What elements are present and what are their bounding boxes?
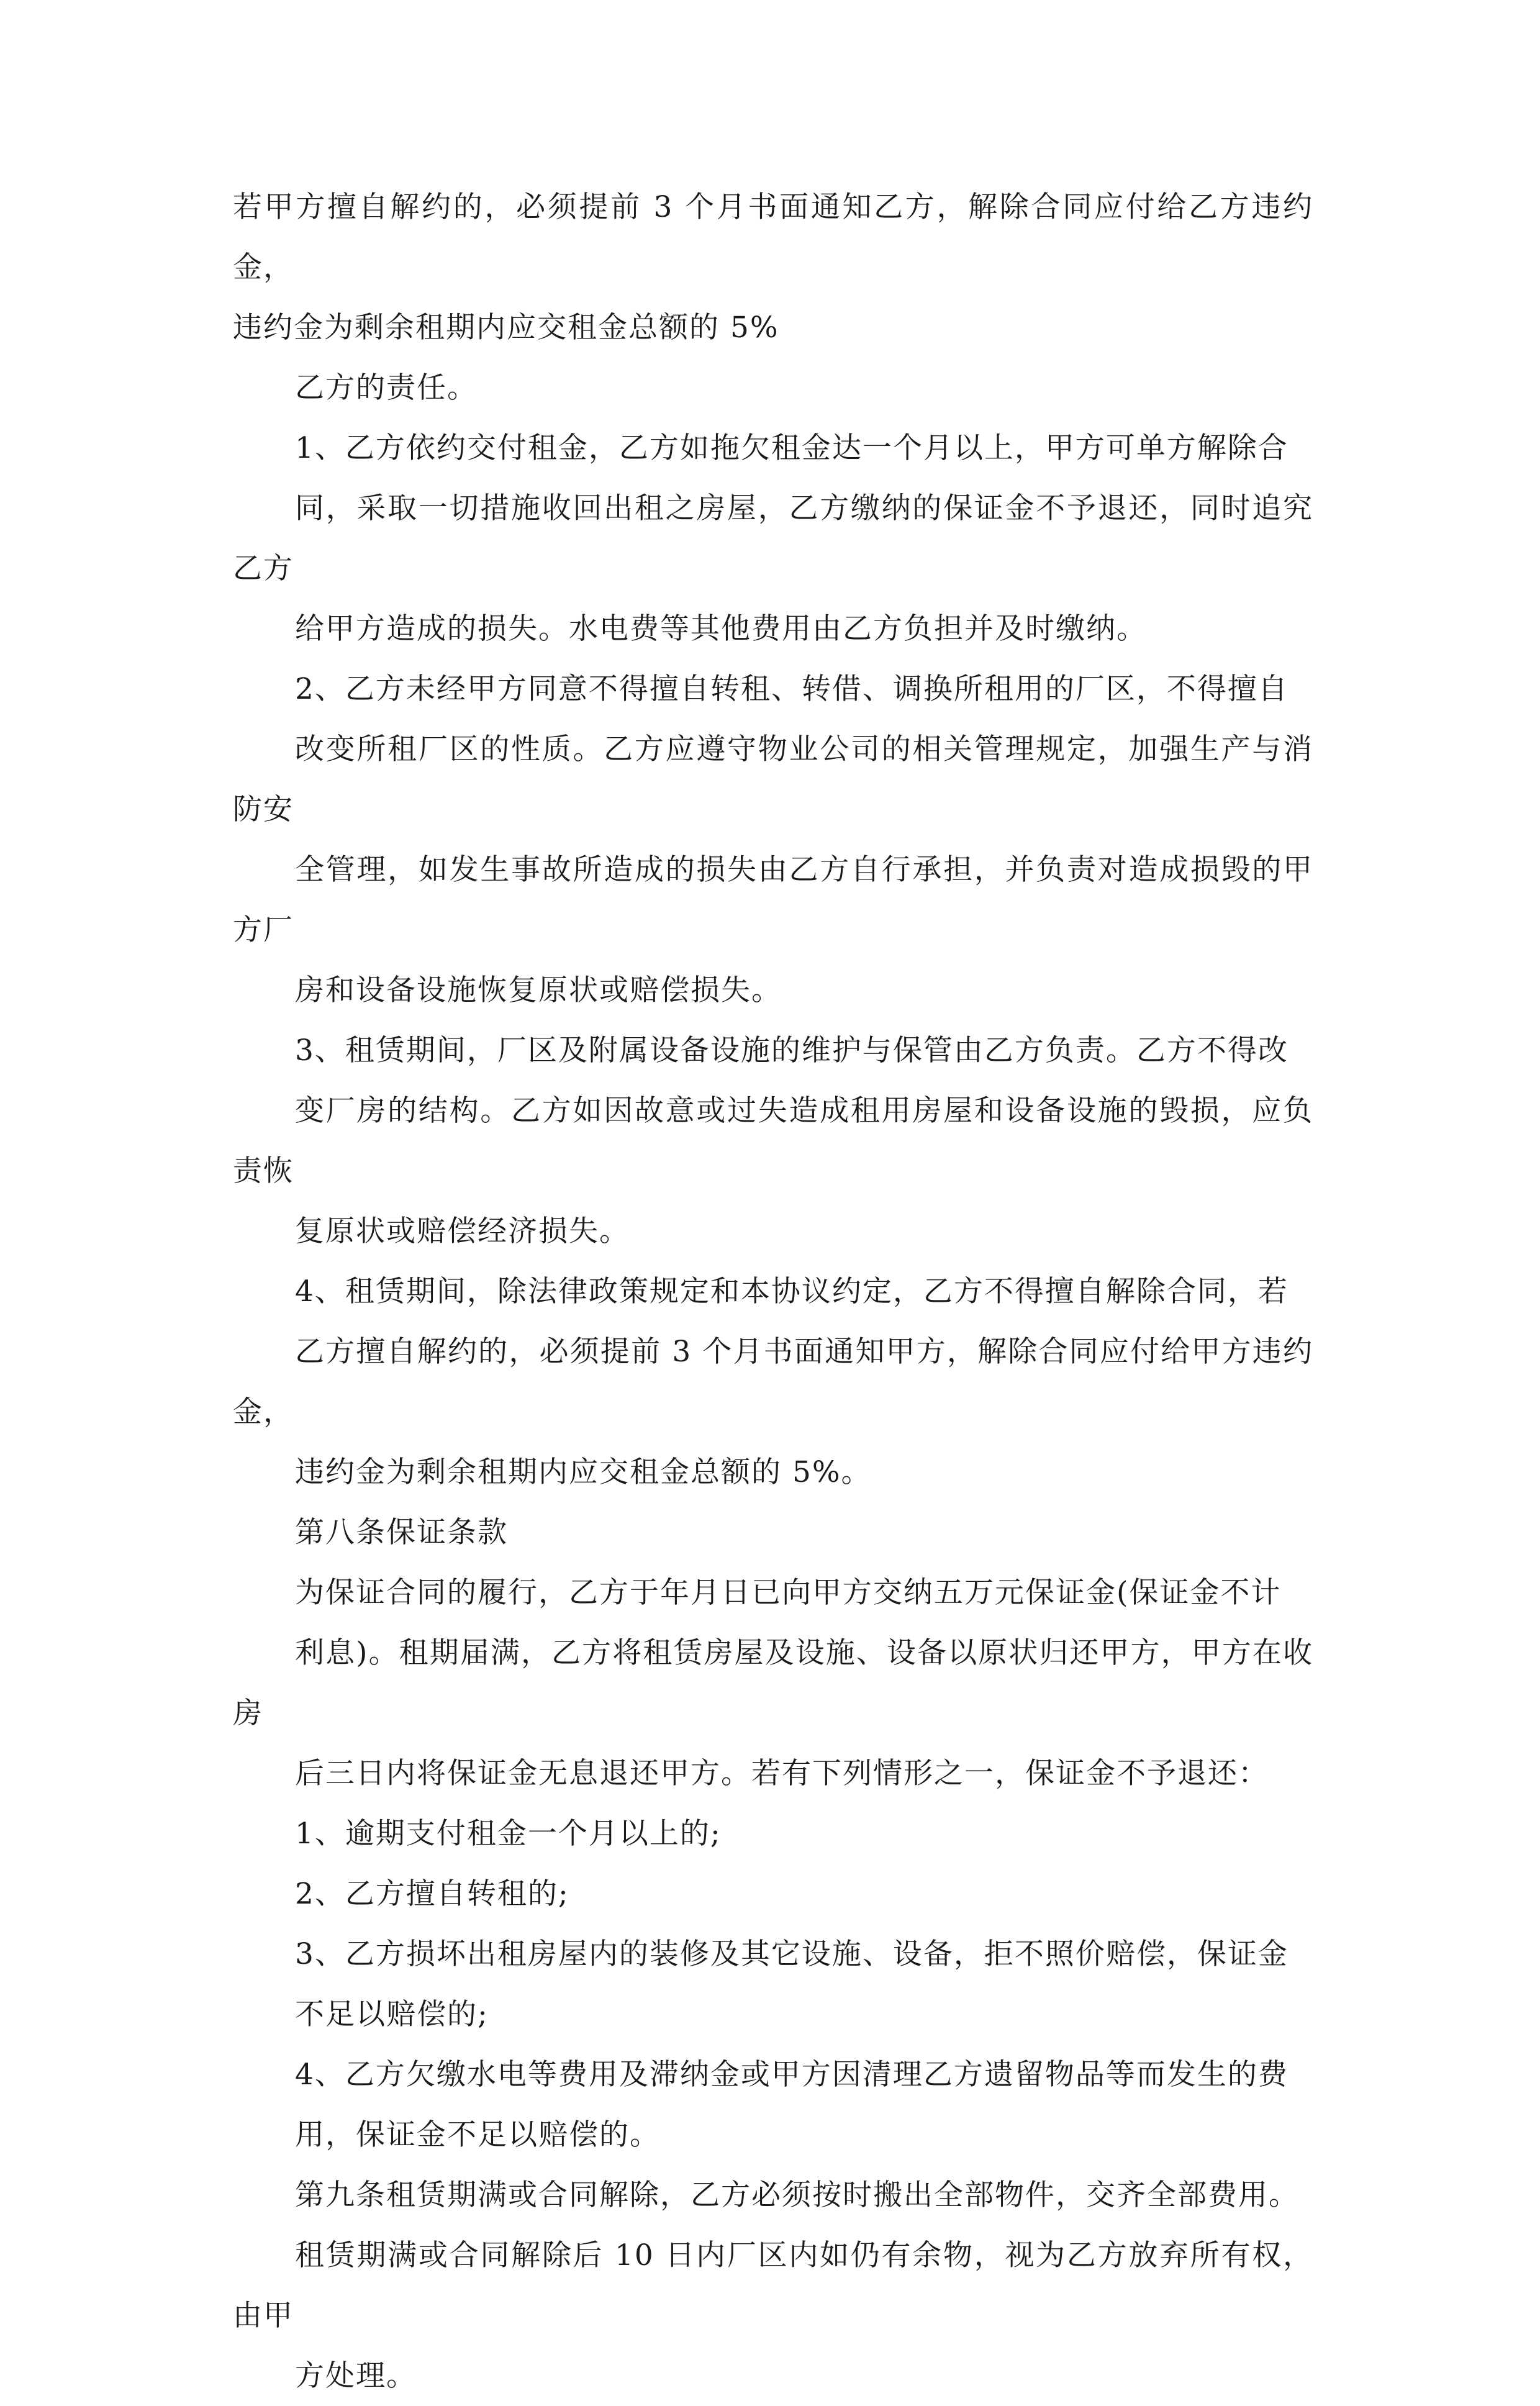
text-line: 1、逾期支付租金一个月以上的; (295, 1817, 722, 1851)
text-line: 同，采取一切措施收回出租之房屋，乙方缴纳的保证金不予退还，同时追究乙方 (233, 491, 1313, 586)
paragraph-party-b-item-1 (233, 418, 1313, 659)
text-line: 租赁期满或合同解除后 10 日内厂区内如仍有余物，视为乙方放弃所有权，由甲 (233, 2238, 1313, 2333)
paragraph-deposit-item-2 (233, 1864, 1313, 1924)
text-line: 复原状或赔偿经济损失。 (295, 1214, 630, 1248)
text-line: 乙方的责任。 (295, 371, 478, 405)
document-body (233, 177, 1313, 2406)
text-line: 用，保证金不足以赔偿的。 (295, 2118, 660, 2152)
text-line: 全管理，如发生事故所造成的损失由乙方自行承担，并负责对造成损毁的甲方厂 (233, 853, 1313, 947)
text-line: 第九条租赁期满或合同解除，乙方必须按时搬出全部物件，交齐全部费用。 (295, 2178, 1299, 2212)
text-line: 乙方擅自解约的，必须提前 3 个月书面通知甲方，解除合同应付给甲方违约金， (233, 1335, 1313, 1429)
text-line: 改变所租厂区的性质。乙方应遵守物业公司的相关管理规定，加强生产与消防安 (233, 732, 1313, 827)
paragraph-deposit-item-3 (233, 1924, 1313, 2045)
text-line: 第八条保证条款 (295, 1515, 508, 1550)
paragraph-deposit-item-4 (233, 2045, 1313, 2165)
text-line: 后三日内将保证金无息退还甲方。若有下列情形之一，保证金不予退还： (295, 1756, 1269, 1791)
text-line: 2、乙方擅自转租的; (295, 1877, 569, 1911)
paragraph-deposit-item-1 (233, 1804, 1313, 1864)
text-line: 4、乙方欠缴水电等费用及滞纳金或甲方因清理乙方遗留物品等而发生的费 (295, 2058, 1289, 2092)
paragraph-article-9 (233, 2165, 1313, 2406)
text-line: 利息)。租期届满，乙方将租赁房屋及设施、设备以原状归还甲方，甲方在收房 (233, 1636, 1313, 1730)
text-line: 3、租赁期间，厂区及附属设备设施的维护与保管由乙方负责。乙方不得改 (295, 1033, 1289, 1068)
text-line: 3、乙方损坏出租房屋内的装修及其它设施、设备，拒不照价赔偿，保证金 (295, 1937, 1289, 1971)
paragraph-party-b-item-2 (233, 659, 1313, 1020)
text-line: 为保证合同的履行，乙方于年月日已向甲方交纳五万元保证金(保证金不计 (295, 1576, 1282, 1610)
text-line: 违约金为剩余租期内应交租金总额的 5% (233, 311, 779, 345)
paragraph-deposit-terms (233, 1563, 1313, 1804)
text-line: 房和设备设施恢复原状或赔偿损失。 (295, 973, 782, 1007)
text-line: 若甲方擅自解约的，必须提前 3 个月书面通知乙方，解除合同应付给乙方违约金， (233, 190, 1313, 284)
text-line: 违约金为剩余租期内应交租金总额的 5%。 (295, 1455, 872, 1489)
section-heading-article-8 (233, 1502, 1313, 1563)
text-line: 4、租赁期间，除法律政策规定和本协议约定，乙方不得擅自解除合同，若 (295, 1274, 1289, 1309)
text-line: 变厂房的结构。乙方如因故意或过失造成租用房屋和设备设施的毁损，应负责恢 (233, 1094, 1313, 1188)
paragraph-party-b-item-3 (233, 1020, 1313, 1261)
text-line: 不足以赔偿的; (295, 1997, 489, 2031)
text-line: 1、乙方依约交付租金，乙方如拖欠租金达一个月以上，甲方可单方解除合 (295, 431, 1289, 465)
text-line: 2、乙方未经甲方同意不得擅自转租、转借、调换所租用的厂区，不得擅自 (295, 672, 1289, 706)
section-heading-party-b-duties (233, 358, 1313, 418)
paragraph-breach-clause-party-a (233, 177, 1313, 358)
paragraph-party-b-item-4 (233, 1261, 1313, 1502)
text-line: 给甲方造成的损失。水电费等其他费用由乙方负担并及时缴纳。 (295, 612, 1147, 646)
text-line: 方处理。 (295, 2359, 417, 2393)
